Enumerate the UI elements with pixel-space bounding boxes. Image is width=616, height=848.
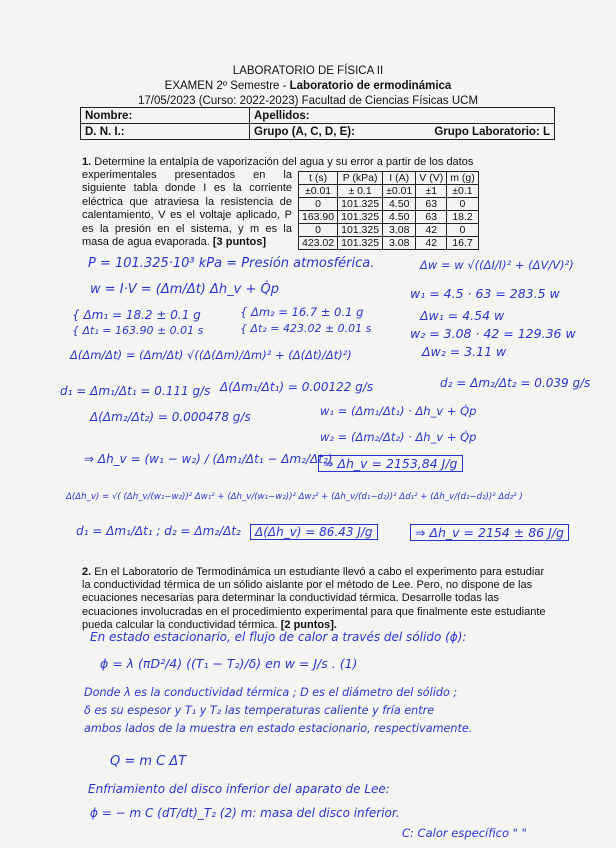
table-cell: 63	[416, 198, 447, 211]
hw2-line9: C: Calor específico " "	[402, 826, 527, 840]
header-date: 17/05/2023 (Curso: 2022-2023) Facultad de Ciencias Físicas UCM	[137, 95, 479, 107]
grupo-lab-field[interactable]: Grupo Laboratorio: L	[434, 125, 550, 138]
student-info-table	[80, 107, 555, 140]
question2-number: 2.	[82, 566, 92, 578]
hw-d2: d₂ = Δm₂/Δt₂ = 0.039 g/s	[440, 376, 591, 390]
table-cell: 423.02	[299, 237, 338, 250]
table-cell: 101.325	[338, 237, 383, 250]
table-cell: 63	[416, 211, 447, 224]
hw-dm1: { Δm₁ = 18.2 ± 0.1 g	[72, 308, 201, 322]
table-cell: 4.50	[383, 211, 416, 224]
hw-d1: d₁ = Δm₁/Δt₁ = 0.111 g/s	[60, 384, 211, 398]
question1-lead	[82, 156, 550, 169]
table-cell: 163.90	[299, 211, 338, 224]
table-cell: 42	[416, 237, 447, 250]
table-cell: 101.325	[338, 211, 383, 224]
hw-dw2: Δw₂ = 3.11 w	[422, 344, 507, 359]
hw2-line2: ϕ = λ (πD²/4) ((T₁ − T₂)/δ) en w = J/s . (1)	[100, 656, 358, 671]
grupo-cell	[250, 124, 555, 140]
hw-eq2: w₂ = (Δm₂/Δt₂) · Δh_v + Q̇p	[320, 430, 477, 444]
hw-dhv-error-result: Δ(Δh_v) = 86.43 J/g	[250, 524, 378, 540]
hw-dm2: { Δm₂ = 16.7 ± 0.1 g	[240, 305, 364, 319]
hw-final-answer: ⇒ Δh_v = 2154 ± 86 J/g	[410, 524, 569, 541]
header-cell: t (s)	[299, 172, 338, 185]
header-cell: P (kPa)	[338, 172, 383, 185]
hw-dhv-formula: ⇒ Δh_v = (w₁ − w₂) / (Δm₁/Δt₁ − Δm₂/Δt₂)	[84, 452, 333, 466]
table-cell: 0	[299, 224, 338, 237]
hw-eq1: w₁ = (Δm₁/Δt₁) · Δh_v + Q̇p	[320, 404, 477, 418]
hw-dt1: { Δt₁ = 163.90 ± 0.01 s	[72, 324, 204, 337]
hw-w2: w₂ = 3.08 · 42 = 129.36 w	[410, 326, 576, 341]
uncertainty-cell: ±0.01	[299, 185, 338, 198]
hw-error-propagation: Δ(Δh_v) = √( (Δh_v/(w₁−w₂))² Δw₁² + (Δh_v/(w₁−w₂))² Δw₂² + (Δh_v/(d₁−d₂))² Δd₁² + (Δh_v/(d₁−d₂))² Δd₂² )	[66, 492, 523, 502]
question2	[82, 566, 552, 632]
dni-field[interactable]: D. N. I.:	[81, 124, 250, 140]
uncertainty-cell: ±1	[416, 185, 447, 198]
hw2-line4: δ es su espesor y T₁ y T₂ las temperaturas caliente y fría entre	[84, 704, 435, 717]
uncertainty-cell: ±0.01	[383, 185, 416, 198]
hw2-line7: Enfriamiento del disco inferior del aparato de Lee:	[88, 782, 390, 796]
table-cell: 3.08	[383, 237, 416, 250]
header-title: LABORATORIO DE FÍSICA II	[232, 65, 384, 77]
question1-body	[82, 169, 292, 249]
uncertainty-cell: ±0.1	[447, 185, 479, 198]
question1-lead-text: Determine la entalpía de vaporización del agua y su error a partir de los datos	[94, 156, 474, 168]
table-cell: 3.08	[383, 224, 416, 237]
grupo-field[interactable]: Grupo (A, C, D, E):	[254, 125, 355, 138]
hw-pressure: P = 101.325·10³ kPa = Presión atmosférica.	[88, 256, 375, 271]
hw-d2-error: Δ(Δm₂/Δt₂) = 0.000478 g/s	[90, 410, 251, 424]
header-exam-prefix: EXAMEN 2º Semestre -	[164, 80, 290, 92]
table-cell: 18.2	[447, 211, 479, 224]
header-cell: m (g)	[447, 172, 479, 185]
hw2-line6: Q = m C ΔT	[110, 754, 187, 769]
hw2-line5: ambos lados de la muestra en estado estacionario, respectivamente.	[84, 722, 473, 735]
hw-d-definitions: d₁ = Δm₁/Δt₁ ; d₂ = Δm₂/Δt₂	[76, 524, 241, 538]
table-cell: 4.50	[383, 198, 416, 211]
hw-dw-formula: Δw = w √((ΔI/I)² + (ΔV/V)²)	[420, 258, 574, 272]
question1-text: experimentales presentados en la siguiente tabla donde I es la corriente eléctrica que atraviesa la resistencia de calentamiento, V es el voltaje aplicado, P es la presión en el sistema, y m es la masa de agua evaporada.	[82, 169, 292, 249]
hw2-line1: En estado estacionario, el flujo de calor a través del sólido (ϕ):	[90, 630, 467, 644]
table-cell: 101.325	[338, 224, 383, 237]
question1-number: 1.	[82, 156, 92, 168]
table-cell: 42	[416, 224, 447, 237]
nombre-field[interactable]: Nombre:	[81, 108, 250, 124]
header-exam	[0, 79, 616, 93]
hw-ratio-error: Δ(Δm/Δt) = (Δm/Δt) √((Δ(Δm)/Δm)² + (Δ(Δt)/Δt)²)	[70, 348, 352, 362]
header-exam-title: Laboratorio de ermodinámica	[289, 80, 452, 92]
header-cell: V (V)	[416, 172, 447, 185]
table-cell: 0	[447, 198, 479, 211]
table-cell: 0	[299, 198, 338, 211]
hw2-line8: ϕ = − m C (dT/dt)_T₂ (2) m: masa del disco inferior.	[90, 806, 400, 820]
hw-dt2: { Δt₂ = 423.02 ± 0.01 s	[240, 322, 372, 335]
hw-dhv-result: ⇒ Δh_v = 2153,84 J/g	[318, 455, 463, 472]
apellidos-field[interactable]: Apellidos:	[250, 108, 555, 124]
question2-text: En el Laboratorio de Termodinámica un estudiante llevó a cabo el experimento para estudiar la conductividad térmica de un sólido aislante por el método de Lee. Pero, no dispone de las ecuaciones necesarias para determinar la conductividad térmica. Desarrolle todas las ecuaciones involucradas en el procedimiento experimental para que finalmente este estudiante pueda calcular la conductividad térmica.	[82, 566, 546, 631]
uncertainty-cell: ± 0.1	[338, 185, 383, 198]
question1-points: [3 puntos]	[212, 236, 267, 249]
data-table	[298, 171, 479, 250]
table-cell: 16.7	[447, 237, 479, 250]
table-cell: 101.325	[338, 198, 383, 211]
hw2-line3: Donde λ es la conductividad térmica ; D es el diámetro del sólido ;	[84, 686, 458, 699]
hw-d1-error: Δ(Δm₁/Δt₁) = 0.00122 g/s	[220, 380, 374, 394]
hw-w-formula: w = I·V = (Δm/Δt) Δh_v + Q̇p	[90, 282, 279, 297]
hw-w1: w₁ = 4.5 · 63 = 283.5 w	[410, 286, 560, 301]
header-cell: I (A)	[383, 172, 416, 185]
hw-dw1: Δw₁ = 4.54 w	[420, 308, 505, 323]
table-cell: 0	[447, 224, 479, 237]
question2-points: [2 puntos].	[280, 618, 337, 631]
